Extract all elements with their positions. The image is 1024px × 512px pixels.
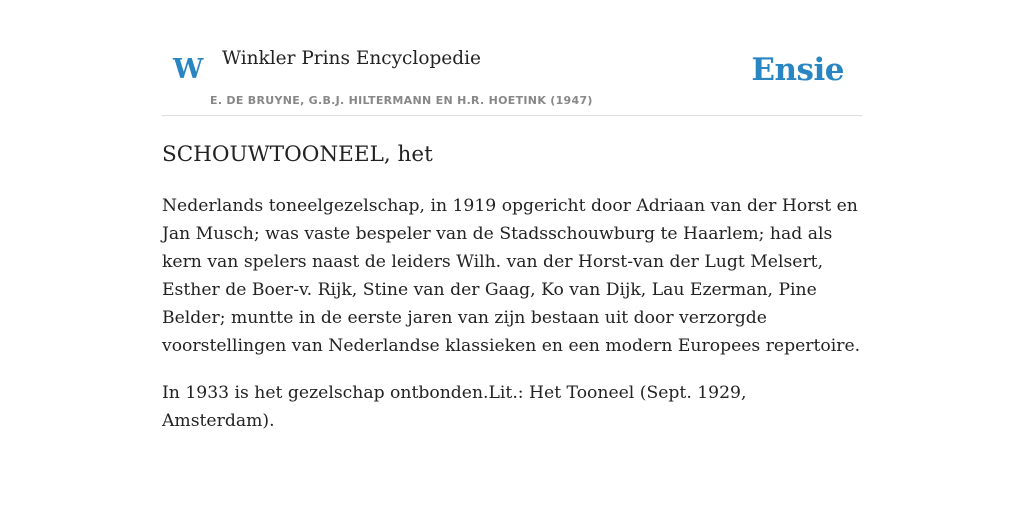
source-title-link[interactable]: Winkler Prins Encyclopedie: [222, 48, 481, 69]
source-header: [162, 40, 862, 116]
source-authors: E. DE BRUYNE, G.B.J. HILTERMANN EN H.R. HOETINK (1947): [210, 94, 593, 107]
ensie-logo-link[interactable]: Ensie: [751, 52, 844, 88]
entry-paragraph: Nederlands toneelgezelschap, in 1919 opgericht door Adriaan van der Horst en Jan Musch; was vaste bespeler van de Stadsschouwburg te Haarlem; had als kern van spelers naast de leiders Wilh. van der Horst-van der Lugt Melsert, Esther de Boer-v. Rijk, Stine van der Gaag, Ko van Dijk, Lau Ezerman, Pine Belder; muntte in de eerste jaren van zijn bestaan uit door verzorgde voorstellingen van Nederlandse klassieken en een modern Europees repertoire.: [162, 196, 861, 356]
entry-paragraph: In 1933 is het gezelschap ontbonden.Lit.: Het Tooneel (Sept. 1929, Amsterdam).: [162, 383, 747, 431]
source-logo-icon[interactable]: W: [173, 54, 204, 85]
article-card: [162, 40, 862, 435]
entry-title: SCHOUWTOONEEL, het: [162, 142, 433, 167]
